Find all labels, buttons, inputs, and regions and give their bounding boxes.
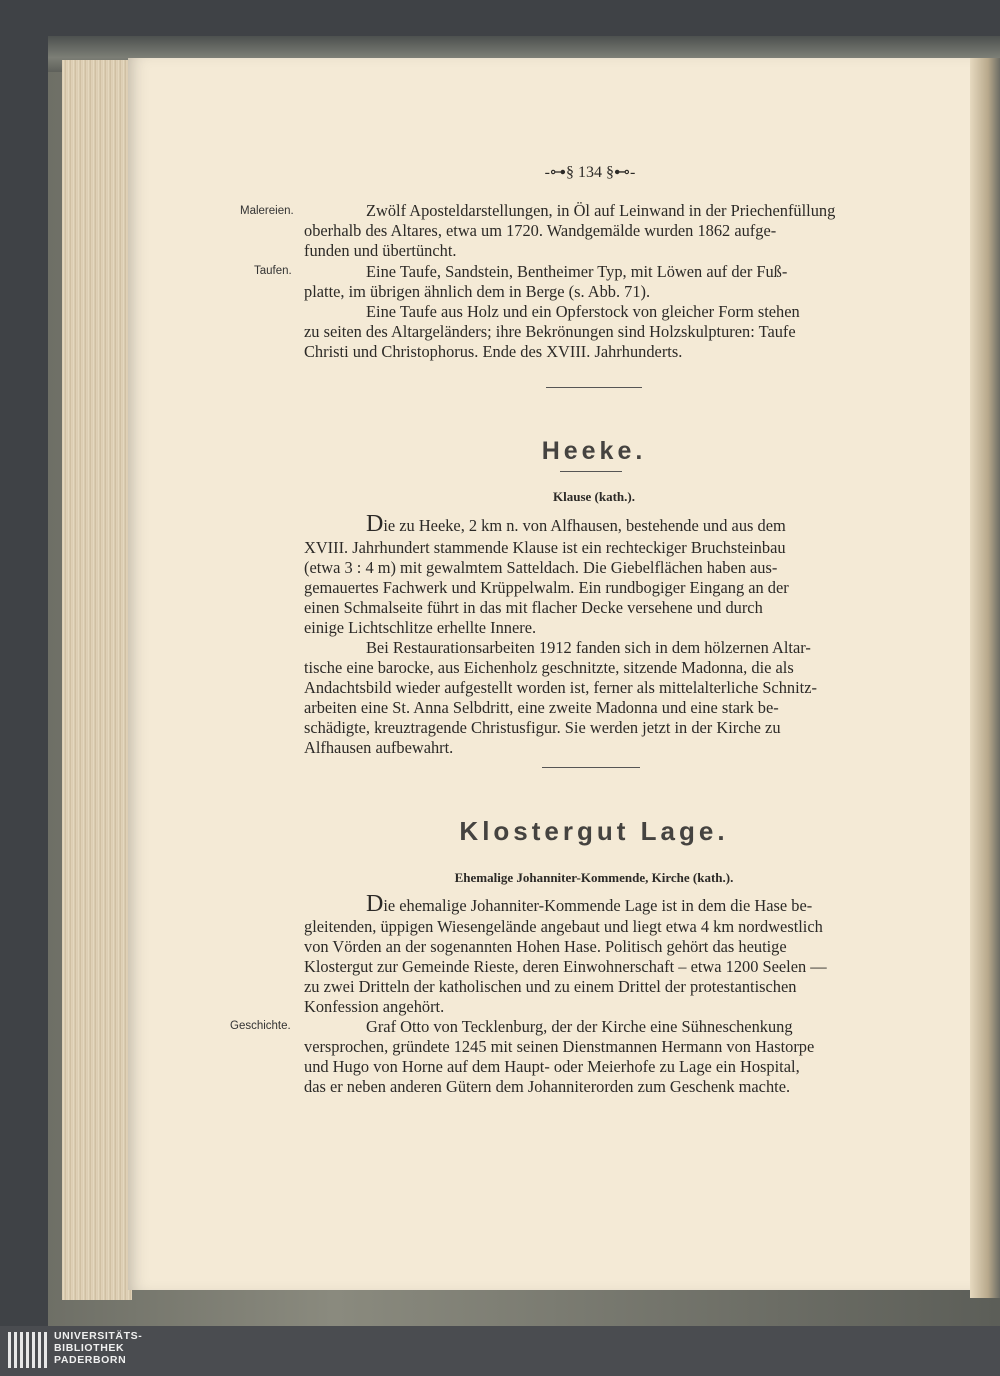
section-divider — [542, 767, 640, 768]
text-line: Klostergut zur Gemeinde Rieste, deren Einwohnerschaft – etwa 1200 Seelen — — [304, 957, 827, 976]
text-line: und Hugo von Horne auf dem Haupt- oder Meierhofe zu Lage ein Hospital, — [304, 1057, 800, 1076]
text-line: einen Schmalseite führt in das mit flacher Decke versehene und durch — [304, 598, 763, 617]
text-line: von Vörden an der sogenannten Hohen Hase. Politisch gehört das heutige — [304, 937, 787, 956]
page-gutter-shadow — [970, 58, 1000, 1298]
drop-initial: D — [366, 511, 384, 537]
library-name-line2: BIBLIOTHEK — [54, 1342, 125, 1354]
text-line: gemauertes Fachwerk und Krüppelwalm. Ein rundbogiger Eingang an der — [304, 578, 789, 597]
text-line-first — [366, 511, 786, 537]
text-line: Andachtsbild wieder aufgestellt worden ist, ferner als mittelalterliche Schnitz- — [304, 678, 817, 697]
library-name-line1: UNIVERSITÄTS- — [54, 1330, 143, 1342]
section-title-heeke: Heeke. — [541, 437, 647, 465]
library-name-line3: PADERBORN — [54, 1354, 127, 1366]
title-underline — [560, 471, 622, 472]
page-number-value: 134 — [578, 164, 602, 181]
text-line: tische eine barocke, aus Eichenholz geschnitzte, sitzende Madonna, die als — [304, 658, 794, 677]
text-line: gleitenden, üppigen Wiesengelände angebaut und liegt etwa 4 km nordwestlich — [304, 917, 823, 936]
text-line: oberhalb des Altares, etwa um 1720. Wandgemälde wurden 1862 aufge- — [304, 221, 777, 240]
text-line: Eine Taufe, Sandstein, Bentheimer Typ, mit Löwen auf der Fuß- — [366, 262, 788, 281]
text-line: zu seiten des Altargeländers; ihre Bekrönungen sind Holzskulpturen: Taufe — [304, 322, 796, 341]
text-line: Zwölf Aposteldarstellungen, in Öl auf Leinwand in der Priechenfüllung — [366, 201, 836, 220]
margin-note-taufen: Taufen. — [254, 265, 292, 277]
text-line: schädigte, kreuztragende Christusfigur. Sie werden jetzt in der Kirche zu — [304, 718, 781, 737]
text-line: platte, im übrigen ähnlich dem in Berge (s. Abb. 71). — [304, 282, 651, 301]
text-line: (etwa 3 : 4 m) mit gewalmtem Satteldach. Die Giebelflächen haben aus- — [304, 558, 778, 577]
page-number — [440, 163, 740, 183]
library-logo-icon — [8, 1332, 48, 1368]
text-line-first-rest: ie ehemalige Johanniter-Kommende Lage ist in dem die Hase be- — [383, 896, 813, 915]
section-title-lage: Klostergut Lage. — [459, 816, 729, 846]
margin-note-geschichte: Geschichte. — [230, 1020, 291, 1032]
text-line: Eine Taufe aus Holz und ein Opferstock von gleicher Form stehen — [366, 302, 800, 321]
text-line: versprochen, gründete 1245 mit seinen Dienstmannen Hermann von Hastorpe — [304, 1037, 815, 1056]
text-line: arbeiten eine St. Anna Selbdritt, eine zweite Madonna und eine stark be- — [304, 698, 779, 717]
text-line: Graf Otto von Tecklenburg, der der Kirche eine Sühneschenkung — [366, 1017, 793, 1036]
drop-initial: D — [366, 891, 384, 917]
text-line: XVIII. Jahrhundert stammende Klause ist ein rechteckiger Bruchsteinbau — [304, 538, 786, 557]
section-subtitle-heeke: Klause (kath.). — [553, 489, 635, 504]
text-line: Christi und Christophorus. Ende des XVIII. Jahrhunderts. — [304, 342, 683, 361]
page-edges — [62, 60, 132, 1300]
page-number-suffix: §⊷- — [606, 164, 636, 181]
section-subtitle-lage: Ehemalige Johanniter-Kommende, Kirche (kath.). — [454, 870, 734, 885]
text-line: Alfhausen aufbewahrt. — [304, 738, 454, 757]
text-line-first — [366, 891, 813, 917]
text-line: einige Lichtschlitze erhellte Innere. — [304, 618, 537, 637]
margin-note-malereien: Malereien. — [240, 205, 294, 217]
section-divider — [546, 387, 642, 388]
text-line: funden und übertüncht. — [304, 241, 457, 260]
page-number-prefix: -⊶§ — [544, 164, 574, 181]
text-line-first-rest: ie zu Heeke, 2 km n. von Alfhausen, bestehende und aus dem — [383, 516, 786, 535]
text-line: Konfession angehört. — [304, 997, 445, 1016]
text-line: Bei Restaurationsarbeiten 1912 fanden sich in dem hölzernen Altar- — [366, 638, 811, 657]
library-footer — [0, 1326, 1000, 1376]
text-line: zu zwei Dritteln der katholischen und zu einem Drittel der protestantischen — [304, 977, 797, 996]
text-line: das er neben anderen Gütern dem Johanniterorden zum Geschenk machte. — [304, 1077, 791, 1096]
